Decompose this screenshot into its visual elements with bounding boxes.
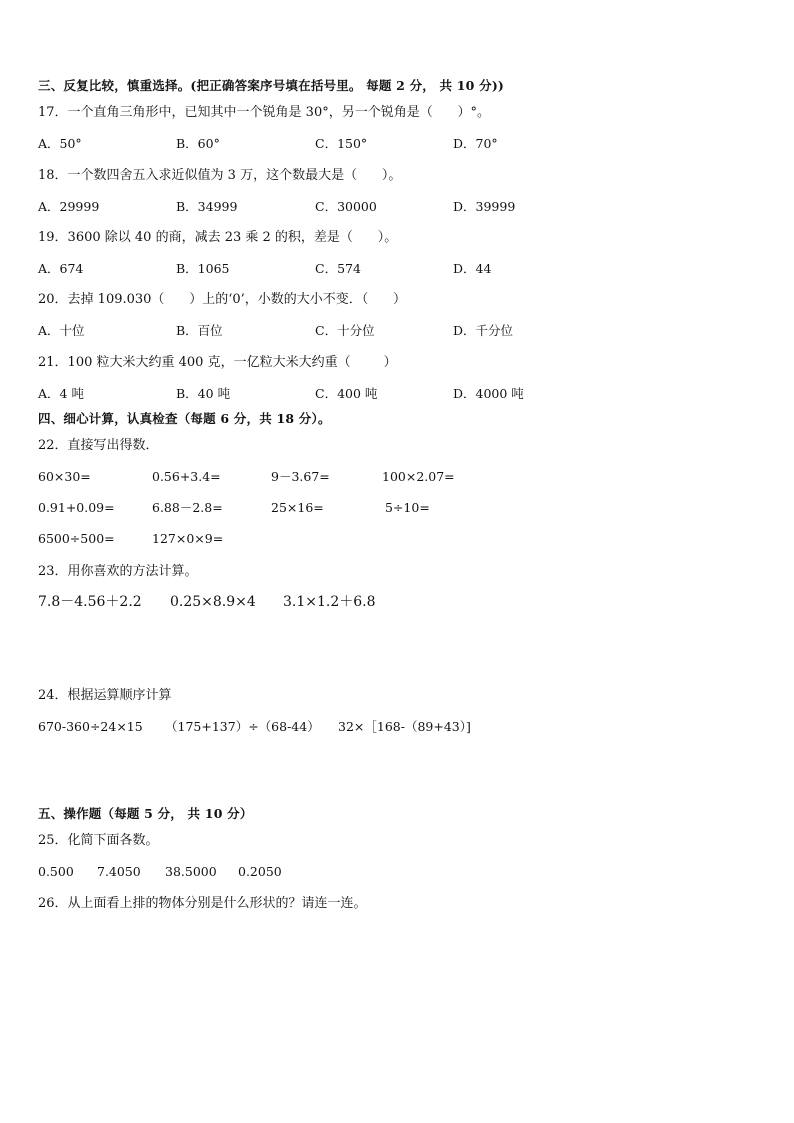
question-22-item: 6500÷500= [38,531,115,546]
question-18-option-c: C．30000 [315,199,377,214]
question-24-item: 32×［168-（89+43）] [338,719,471,734]
section-3-heading: 三、反复比较，慎重选择。(把正确答案序号填在括号里。 每题 2 分， 共 10 分)) [38,78,505,93]
question-22-item: 25×16= [271,500,324,515]
question-19-option-b: B．1065 [176,261,230,276]
question-21-option-c: C．400 吨 [315,386,378,401]
section-4-heading: 四、细心计算，认真检查（每题 6 分，共 18 分）。 [38,411,331,426]
question-23-item: 3.1×1.2＋6.8 [283,594,376,610]
question-19-option-a: A．674 [38,261,84,276]
question-24-stem: 24．根据运算顺序计算 [38,688,172,703]
question-25-item: 7.4050 [97,864,141,879]
question-23-item: 0.25×8.9×4 [170,594,256,610]
question-20-option-a: A．十位 [38,323,85,338]
question-25-item: 38.5000 [165,864,217,879]
question-18-option-b: B．34999 [176,199,238,214]
question-19-stem: 19．3600 除以 40 的商，减去 23 乘 2 的积，差是（ ）。 [38,230,398,245]
question-21-option-d: D．4000 吨 [453,386,524,401]
question-22-item: 100×2.07= [382,469,455,484]
question-17-option-b: B．60° [176,136,220,151]
question-22-item: 127×0×9= [152,531,224,546]
question-17-option-c: C．150° [315,136,368,151]
question-25-item: 0.2050 [238,864,282,879]
question-17-option-d: D．70° [453,136,498,151]
question-24-item: 670-360÷24×15 [38,719,143,734]
question-22-item: 6.88－2.8= [152,500,223,515]
question-22-item: 9－3.67= [271,469,330,484]
question-26-stem: 26．从上面看上排的物体分别是什么形状的？请连一连。 [38,896,367,911]
question-22-item: 5÷10= [385,500,430,515]
section-5-heading: 五、操作题（每题 5 分， 共 10 分） [38,806,253,821]
question-22-item: 0.56+3.4= [152,469,221,484]
question-20-option-b: B．百位 [176,323,223,338]
question-22-stem: 22．直接写出得数． [38,438,159,453]
question-24-item: （175+137）÷（68-44） [165,719,320,734]
question-22-item: 60×30= [38,469,91,484]
question-18-option-d: D．39999 [453,199,516,214]
question-23-stem: 23．用你喜欢的方法计算。 [38,564,198,579]
question-19-option-c: C．574 [315,261,361,276]
question-18-stem: 18．一个数四舍五入求近似值为 3 万，这个数最大是（ ）。 [38,168,402,183]
question-25-stem: 25．化简下面各数。 [38,833,159,848]
question-17-option-a: A．50° [38,136,82,151]
question-19-option-d: D．44 [453,261,492,276]
question-22-item: 0.91+0.09= [38,500,115,515]
question-20-option-d: D．千分位 [453,323,514,338]
question-25-item: 0.500 [38,864,74,879]
question-20-stem: 20．去掉 109.030（ ）上的‘0’，小数的大小不变．（ ） [38,292,407,307]
question-23-item: 7.8－4.56＋2.2 [38,594,142,610]
question-20-option-c: C．十分位 [315,323,375,338]
question-18-option-a: A．29999 [38,199,100,214]
question-17-stem: 17．一个直角三角形中，已知其中一个锐角是 30°，另一个锐角是（ ）°。 [38,105,491,120]
question-21-stem: 21．100 粒大米大约重 400 克，一亿粒大米大约重（ ） [38,355,397,370]
question-21-option-b: B．40 吨 [176,386,231,401]
question-21-option-a: A．4 吨 [38,386,84,401]
